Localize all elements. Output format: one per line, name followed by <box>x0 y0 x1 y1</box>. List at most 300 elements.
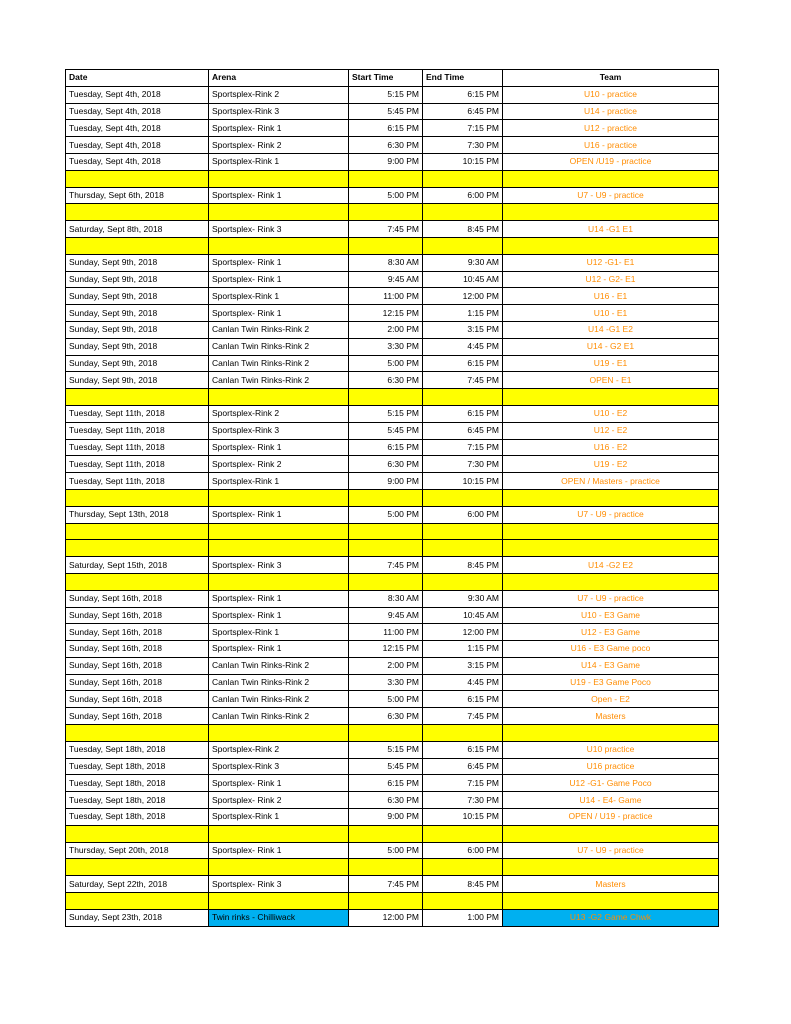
cell-date: Saturday, Sept 8th, 2018 <box>66 221 209 238</box>
cell-start-time: 5:15 PM <box>349 741 423 758</box>
separator-cell <box>349 389 423 406</box>
cell-start-time: 6:30 PM <box>349 137 423 154</box>
schedule-row <box>66 590 719 607</box>
cell-team: U13 -G2 Game Chwk <box>503 909 719 926</box>
cell-end-time: 3:15 PM <box>423 657 503 674</box>
separator-row <box>66 389 719 406</box>
cell-team: U7 - U9 - practice <box>503 506 719 523</box>
cell-date: Tuesday, Sept 18th, 2018 <box>66 809 209 826</box>
cell-end-time: 10:45 AM <box>423 607 503 624</box>
cell-team: U12 - E2 <box>503 422 719 439</box>
cell-end-time: 6:15 PM <box>423 405 503 422</box>
cell-end-time: 12:00 PM <box>423 288 503 305</box>
cell-end-time: 8:45 PM <box>423 221 503 238</box>
cell-end-time: 6:45 PM <box>423 758 503 775</box>
cell-date: Tuesday, Sept 4th, 2018 <box>66 120 209 137</box>
schedule-table <box>65 69 719 927</box>
separator-cell <box>209 489 349 506</box>
separator-cell <box>503 204 719 221</box>
separator-cell <box>503 540 719 557</box>
cell-date: Sunday, Sept 16th, 2018 <box>66 590 209 607</box>
header-team: Team <box>503 70 719 87</box>
separator-row <box>66 825 719 842</box>
separator-row <box>66 573 719 590</box>
separator-cell <box>209 523 349 540</box>
cell-date: Sunday, Sept 16th, 2018 <box>66 607 209 624</box>
cell-end-time: 8:45 PM <box>423 876 503 893</box>
schedule-row <box>66 137 719 154</box>
cell-arena: Sportsplex- Rink 1 <box>209 120 349 137</box>
cell-end-time: 4:45 PM <box>423 338 503 355</box>
separator-cell <box>209 859 349 876</box>
separator-row <box>66 204 719 221</box>
cell-team: U19 - E2 <box>503 456 719 473</box>
separator-cell <box>209 237 349 254</box>
cell-team: U16 - practice <box>503 137 719 154</box>
separator-cell <box>423 540 503 557</box>
cell-team: U14 - G2 E1 <box>503 338 719 355</box>
cell-start-time: 5:00 PM <box>349 691 423 708</box>
cell-arena: Canlan Twin Rinks-Rink 2 <box>209 657 349 674</box>
schedule-row <box>66 506 719 523</box>
separator-cell <box>66 170 209 187</box>
cell-team: U16 - E1 <box>503 288 719 305</box>
cell-team: U16 - E3 Game poco <box>503 641 719 658</box>
cell-start-time: 5:00 PM <box>349 842 423 859</box>
cell-date: Sunday, Sept 16th, 2018 <box>66 691 209 708</box>
separator-cell <box>503 523 719 540</box>
separator-cell <box>209 893 349 910</box>
cell-arena: Sportsplex- Rink 1 <box>209 641 349 658</box>
cell-date: Saturday, Sept 15th, 2018 <box>66 557 209 574</box>
cell-team: U12 - practice <box>503 120 719 137</box>
cell-start-time: 9:00 PM <box>349 473 423 490</box>
cell-team: U12 - E3 Game <box>503 624 719 641</box>
separator-cell <box>349 573 423 590</box>
cell-start-time: 12:15 PM <box>349 305 423 322</box>
schedule-row <box>66 439 719 456</box>
cell-arena: Canlan Twin Rinks-Rink 2 <box>209 674 349 691</box>
schedule-row <box>66 103 719 120</box>
schedule-row <box>66 876 719 893</box>
cell-arena: Canlan Twin Rinks-Rink 2 <box>209 338 349 355</box>
cell-start-time: 6:15 PM <box>349 120 423 137</box>
separator-cell <box>423 573 503 590</box>
cell-start-time: 7:45 PM <box>349 876 423 893</box>
cell-team: U12 -G1- Game Poco <box>503 775 719 792</box>
separator-cell <box>66 237 209 254</box>
cell-team: U7 - U9 - practice <box>503 842 719 859</box>
cell-team: U14 -G1 E1 <box>503 221 719 238</box>
cell-arena: Sportsplex-Rink 3 <box>209 422 349 439</box>
separator-cell <box>349 523 423 540</box>
separator-cell <box>349 725 423 742</box>
schedule-body <box>66 86 719 926</box>
cell-start-time: 5:15 PM <box>349 405 423 422</box>
cell-date: Sunday, Sept 23th, 2018 <box>66 909 209 926</box>
cell-date: Tuesday, Sept 18th, 2018 <box>66 792 209 809</box>
cell-arena: Sportsplex-Rink 2 <box>209 86 349 103</box>
cell-start-time: 9:00 PM <box>349 809 423 826</box>
cell-end-time: 6:00 PM <box>423 506 503 523</box>
cell-arena: Twin rinks - Chilliwack <box>209 909 349 926</box>
separator-cell <box>349 859 423 876</box>
cell-start-time: 5:00 PM <box>349 355 423 372</box>
separator-cell <box>503 489 719 506</box>
cell-end-time: 10:15 PM <box>423 153 503 170</box>
schedule-row <box>66 758 719 775</box>
schedule-row <box>66 153 719 170</box>
separator-row <box>66 523 719 540</box>
cell-end-time: 6:45 PM <box>423 103 503 120</box>
cell-team: Open - E2 <box>503 691 719 708</box>
cell-arena: Sportsplex-Rink 1 <box>209 473 349 490</box>
cell-team: U10 practice <box>503 741 719 758</box>
cell-end-time: 7:45 PM <box>423 372 503 389</box>
cell-arena: Sportsplex- Rink 1 <box>209 439 349 456</box>
cell-arena: Sportsplex- Rink 2 <box>209 137 349 154</box>
cell-start-time: 8:30 AM <box>349 590 423 607</box>
schedule-row <box>66 657 719 674</box>
cell-start-time: 11:00 PM <box>349 624 423 641</box>
cell-date: Sunday, Sept 16th, 2018 <box>66 657 209 674</box>
separator-cell <box>349 540 423 557</box>
cell-end-time: 1:15 PM <box>423 641 503 658</box>
cell-end-time: 6:15 PM <box>423 691 503 708</box>
cell-start-time: 9:45 AM <box>349 271 423 288</box>
schedule-row <box>66 355 719 372</box>
cell-arena: Sportsplex-Rink 2 <box>209 741 349 758</box>
cell-start-time: 7:45 PM <box>349 221 423 238</box>
cell-team: U16 practice <box>503 758 719 775</box>
cell-end-time: 1:00 PM <box>423 909 503 926</box>
header-start-time: Start Time <box>349 70 423 87</box>
cell-end-time: 7:15 PM <box>423 439 503 456</box>
separator-cell <box>66 859 209 876</box>
cell-start-time: 11:00 PM <box>349 288 423 305</box>
schedule-row <box>66 641 719 658</box>
separator-cell <box>423 893 503 910</box>
separator-cell <box>503 725 719 742</box>
cell-team: U7 - U9 - practice <box>503 590 719 607</box>
separator-cell <box>209 573 349 590</box>
cell-arena: Sportsplex- Rink 1 <box>209 271 349 288</box>
cell-arena: Sportsplex- Rink 2 <box>209 792 349 809</box>
cell-date: Sunday, Sept 9th, 2018 <box>66 338 209 355</box>
separator-row <box>66 893 719 910</box>
separator-cell <box>503 859 719 876</box>
schedule-row <box>66 456 719 473</box>
cell-date: Sunday, Sept 9th, 2018 <box>66 305 209 322</box>
cell-end-time: 7:30 PM <box>423 792 503 809</box>
separator-cell <box>503 389 719 406</box>
separator-cell <box>209 389 349 406</box>
cell-team: U14 -G2 E2 <box>503 557 719 574</box>
separator-cell <box>209 825 349 842</box>
cell-date: Sunday, Sept 16th, 2018 <box>66 624 209 641</box>
cell-date: Tuesday, Sept 4th, 2018 <box>66 103 209 120</box>
separator-cell <box>66 523 209 540</box>
cell-start-time: 5:00 PM <box>349 187 423 204</box>
separator-cell <box>423 523 503 540</box>
schedule-row <box>66 775 719 792</box>
cell-team: U10 - practice <box>503 86 719 103</box>
cell-team: U12 -G1- E1 <box>503 254 719 271</box>
cell-team: OPEN - E1 <box>503 372 719 389</box>
schedule-row <box>66 674 719 691</box>
cell-team: U14 - E3 Game <box>503 657 719 674</box>
cell-team: U14 -G1 E2 <box>503 321 719 338</box>
cell-arena: Sportsplex- Rink 3 <box>209 221 349 238</box>
separator-row <box>66 237 719 254</box>
header-arena: Arena <box>209 70 349 87</box>
schedule-row <box>66 338 719 355</box>
cell-end-time: 3:15 PM <box>423 321 503 338</box>
cell-start-time: 7:45 PM <box>349 557 423 574</box>
cell-team: U12 - G2- E1 <box>503 271 719 288</box>
cell-date: Sunday, Sept 9th, 2018 <box>66 288 209 305</box>
cell-end-time: 1:15 PM <box>423 305 503 322</box>
cell-arena: Sportsplex-Rink 3 <box>209 758 349 775</box>
cell-date: Tuesday, Sept 4th, 2018 <box>66 86 209 103</box>
schedule-row <box>66 691 719 708</box>
separator-cell <box>66 204 209 221</box>
separator-cell <box>423 204 503 221</box>
separator-cell <box>423 170 503 187</box>
cell-end-time: 9:30 AM <box>423 254 503 271</box>
cell-arena: Sportsplex- Rink 1 <box>209 590 349 607</box>
cell-start-time: 6:30 PM <box>349 456 423 473</box>
cell-team: U10 - E3 Game <box>503 607 719 624</box>
cell-arena: Canlan Twin Rinks-Rink 2 <box>209 355 349 372</box>
separator-row <box>66 540 719 557</box>
header-date: Date <box>66 70 209 87</box>
cell-end-time: 6:15 PM <box>423 741 503 758</box>
separator-cell <box>349 170 423 187</box>
cell-start-time: 5:00 PM <box>349 506 423 523</box>
schedule-row <box>66 708 719 725</box>
cell-start-time: 8:30 AM <box>349 254 423 271</box>
separator-row <box>66 170 719 187</box>
separator-cell <box>503 170 719 187</box>
cell-start-time: 5:15 PM <box>349 86 423 103</box>
cell-start-time: 12:00 PM <box>349 909 423 926</box>
cell-start-time: 6:30 PM <box>349 708 423 725</box>
separator-cell <box>209 725 349 742</box>
cell-date: Tuesday, Sept 11th, 2018 <box>66 473 209 490</box>
separator-cell <box>423 489 503 506</box>
separator-cell <box>66 540 209 557</box>
cell-start-time: 6:30 PM <box>349 792 423 809</box>
cell-end-time: 6:45 PM <box>423 422 503 439</box>
separator-cell <box>209 170 349 187</box>
cell-date: Sunday, Sept 9th, 2018 <box>66 372 209 389</box>
cell-date: Sunday, Sept 9th, 2018 <box>66 321 209 338</box>
cell-date: Tuesday, Sept 11th, 2018 <box>66 422 209 439</box>
separator-cell <box>349 893 423 910</box>
separator-cell <box>503 573 719 590</box>
cell-date: Sunday, Sept 9th, 2018 <box>66 271 209 288</box>
schedule-row <box>66 473 719 490</box>
schedule-row <box>66 809 719 826</box>
cell-start-time: 12:15 PM <box>349 641 423 658</box>
cell-end-time: 7:15 PM <box>423 120 503 137</box>
separator-cell <box>503 893 719 910</box>
separator-cell <box>66 389 209 406</box>
header-row <box>66 70 719 87</box>
separator-cell <box>349 489 423 506</box>
cell-start-time: 2:00 PM <box>349 321 423 338</box>
separator-cell <box>423 725 503 742</box>
cell-end-time: 6:00 PM <box>423 842 503 859</box>
cell-team: OPEN / U19 - practice <box>503 809 719 826</box>
separator-cell <box>349 237 423 254</box>
separator-cell <box>503 825 719 842</box>
cell-start-time: 3:30 PM <box>349 338 423 355</box>
cell-date: Tuesday, Sept 11th, 2018 <box>66 439 209 456</box>
cell-end-time: 7:15 PM <box>423 775 503 792</box>
cell-end-time: 6:00 PM <box>423 187 503 204</box>
separator-cell <box>209 204 349 221</box>
schedule-row <box>66 741 719 758</box>
cell-arena: Sportsplex- Rink 2 <box>209 456 349 473</box>
cell-team: U10 - E2 <box>503 405 719 422</box>
cell-date: Tuesday, Sept 4th, 2018 <box>66 153 209 170</box>
cell-arena: Canlan Twin Rinks-Rink 2 <box>209 372 349 389</box>
cell-end-time: 10:45 AM <box>423 271 503 288</box>
cell-team: U14 - E4- Game <box>503 792 719 809</box>
separator-cell <box>503 237 719 254</box>
cell-date: Thursday, Sept 13th, 2018 <box>66 506 209 523</box>
cell-end-time: 4:45 PM <box>423 674 503 691</box>
cell-start-time: 5:45 PM <box>349 103 423 120</box>
cell-end-time: 6:15 PM <box>423 86 503 103</box>
cell-team: U7 - U9 - practice <box>503 187 719 204</box>
cell-start-time: 9:00 PM <box>349 153 423 170</box>
schedule-row <box>66 254 719 271</box>
cell-end-time: 9:30 AM <box>423 590 503 607</box>
cell-arena: Sportsplex- Rink 1 <box>209 187 349 204</box>
separator-row <box>66 725 719 742</box>
separator-cell <box>66 573 209 590</box>
cell-team: U19 - E1 <box>503 355 719 372</box>
cell-team: U16 - E2 <box>503 439 719 456</box>
cell-arena: Sportsplex-Rink 1 <box>209 809 349 826</box>
cell-date: Sunday, Sept 16th, 2018 <box>66 708 209 725</box>
cell-end-time: 7:30 PM <box>423 137 503 154</box>
schedule-row <box>66 422 719 439</box>
cell-end-time: 7:45 PM <box>423 708 503 725</box>
cell-team: U14 - practice <box>503 103 719 120</box>
cell-arena: Canlan Twin Rinks-Rink 2 <box>209 321 349 338</box>
cell-arena: Canlan Twin Rinks-Rink 2 <box>209 708 349 725</box>
separator-cell <box>209 540 349 557</box>
cell-arena: Sportsplex-Rink 1 <box>209 288 349 305</box>
cell-date: Tuesday, Sept 18th, 2018 <box>66 758 209 775</box>
cell-start-time: 5:45 PM <box>349 422 423 439</box>
cell-date: Sunday, Sept 9th, 2018 <box>66 355 209 372</box>
separator-cell <box>66 825 209 842</box>
separator-cell <box>66 725 209 742</box>
cell-start-time: 6:15 PM <box>349 775 423 792</box>
cell-end-time: 10:15 PM <box>423 809 503 826</box>
cell-start-time: 2:00 PM <box>349 657 423 674</box>
schedule-row <box>66 624 719 641</box>
separator-cell <box>66 893 209 910</box>
cell-date: Tuesday, Sept 11th, 2018 <box>66 456 209 473</box>
schedule-row <box>66 372 719 389</box>
cell-date: Sunday, Sept 16th, 2018 <box>66 641 209 658</box>
header-end-time: End Time <box>423 70 503 87</box>
separator-row <box>66 489 719 506</box>
schedule-row <box>66 792 719 809</box>
separator-cell <box>423 825 503 842</box>
separator-cell <box>349 825 423 842</box>
schedule-row <box>66 221 719 238</box>
separator-cell <box>66 489 209 506</box>
separator-cell <box>423 237 503 254</box>
cell-arena: Sportsplex- Rink 3 <box>209 557 349 574</box>
cell-arena: Sportsplex-Rink 1 <box>209 624 349 641</box>
cell-arena: Sportsplex- Rink 1 <box>209 607 349 624</box>
cell-end-time: 12:00 PM <box>423 624 503 641</box>
separator-row <box>66 859 719 876</box>
cell-end-time: 7:30 PM <box>423 456 503 473</box>
cell-team: U19 - E3 Game Poco <box>503 674 719 691</box>
cell-start-time: 6:30 PM <box>349 372 423 389</box>
cell-team: Masters <box>503 876 719 893</box>
cell-team: OPEN /U19 - practice <box>503 153 719 170</box>
cell-arena: Sportsplex- Rink 1 <box>209 842 349 859</box>
cell-start-time: 9:45 AM <box>349 607 423 624</box>
schedule-row <box>66 86 719 103</box>
cell-start-time: 3:30 PM <box>349 674 423 691</box>
cell-date: Tuesday, Sept 18th, 2018 <box>66 775 209 792</box>
cell-arena: Sportsplex-Rink 3 <box>209 103 349 120</box>
cell-date: Tuesday, Sept 11th, 2018 <box>66 405 209 422</box>
schedule-row <box>66 842 719 859</box>
cell-date: Tuesday, Sept 18th, 2018 <box>66 741 209 758</box>
separator-cell <box>423 389 503 406</box>
cell-date: Saturday, Sept 22th, 2018 <box>66 876 209 893</box>
cell-arena: Sportsplex- Rink 1 <box>209 775 349 792</box>
cell-date: Sunday, Sept 9th, 2018 <box>66 254 209 271</box>
cell-team: Masters <box>503 708 719 725</box>
schedule-row <box>66 607 719 624</box>
cell-arena: Canlan Twin Rinks-Rink 2 <box>209 691 349 708</box>
cell-arena: Sportsplex- Rink 3 <box>209 876 349 893</box>
cell-team: U10 - E1 <box>503 305 719 322</box>
schedule-row <box>66 321 719 338</box>
schedule-row <box>66 909 719 926</box>
cell-end-time: 10:15 PM <box>423 473 503 490</box>
schedule-row <box>66 305 719 322</box>
schedule-row <box>66 405 719 422</box>
schedule-row <box>66 271 719 288</box>
cell-arena: Sportsplex-Rink 2 <box>209 405 349 422</box>
cell-end-time: 6:15 PM <box>423 355 503 372</box>
cell-start-time: 6:15 PM <box>349 439 423 456</box>
cell-team: OPEN / Masters - practice <box>503 473 719 490</box>
cell-date: Thursday, Sept 20th, 2018 <box>66 842 209 859</box>
schedule-row <box>66 120 719 137</box>
cell-end-time: 8:45 PM <box>423 557 503 574</box>
cell-start-time: 5:45 PM <box>349 758 423 775</box>
schedule-row <box>66 288 719 305</box>
cell-date: Tuesday, Sept 4th, 2018 <box>66 137 209 154</box>
separator-cell <box>349 204 423 221</box>
cell-date: Sunday, Sept 16th, 2018 <box>66 674 209 691</box>
